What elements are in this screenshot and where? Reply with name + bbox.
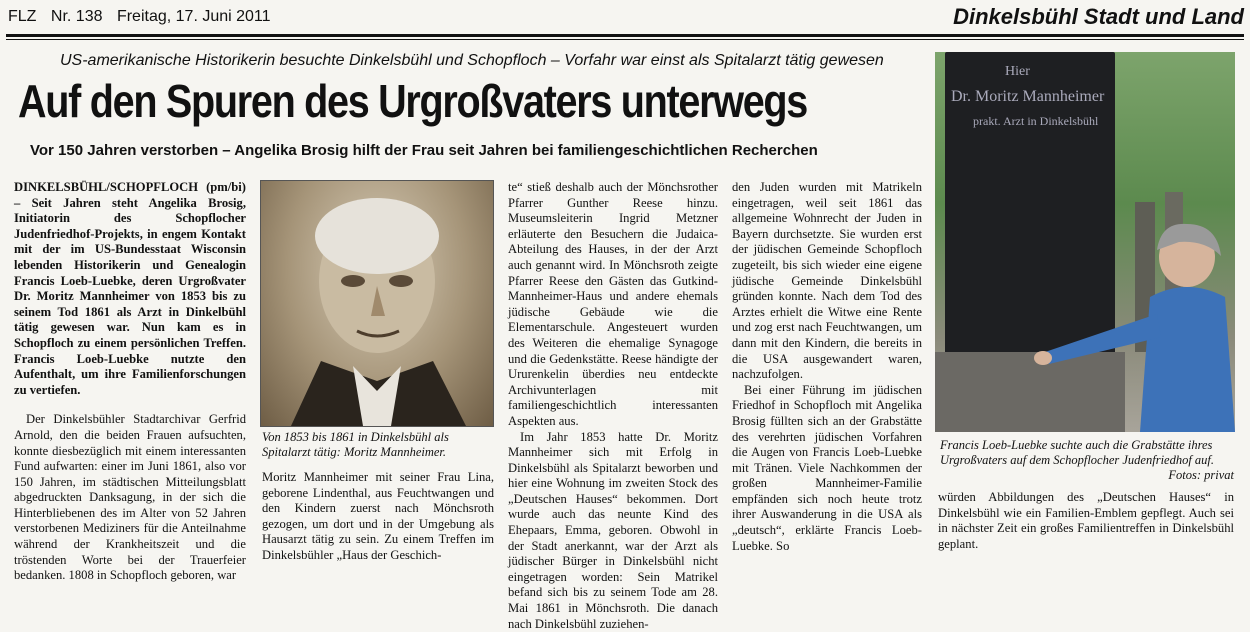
gravestone-text: Dr. Moritz Mannheimer <box>951 88 1104 106</box>
column-4 <box>732 180 922 580</box>
issue-number: Nr. 138 <box>51 8 103 25</box>
masthead-rule-thick <box>6 34 1244 37</box>
section-title: Dinkelsbühl Stadt und Land <box>953 4 1244 30</box>
kicker: US-amerikanische Historikerin besuchte Dinkelsbühl und Schopfloch – Vorfahr war einst als Spitalarzt tätig gewesen <box>60 52 884 70</box>
body-paragraph: te“ stieß deshalb auch der Mönchsrother Pfarrer Gunther Reese hinzu. Museumsleiterin Ingrid Metzner erläuterte den Besuchern die Judaica-Abteilung des Hauses, in der der Arzt auch genannt wird. In Mönchsroth zeigte Pfarrer Reese den Gästen das Gutkind-Mannheimer-Haus und andere ehemals jüdische Gebäude wie die Elementarschule. Angesteuert wurden des Weiteren die ehemalige Synagoge und die Gedenkstätte. Reese händigte der Ururenkelin überdies neu entdeckte Archivunterlagen mit familiengeschichtlich interessanten Aspekten aus. <box>508 180 718 430</box>
portrait-caption: Von 1853 bis 1861 in Dinkelsbühl als Spitalarzt tätig: Moritz Mannheimer. <box>262 430 494 460</box>
body-paragraph: Bei einer Führung im jüdischen Friedhof in Schopfloch mit Angelika Brosig füllten sich an der Grabstätte des verehrten jüdischen Vorfahren die Augen von Francis Loeb-Luebke mit Tränen. Viele Nachkommen der großen Mannheimer-Familie empfänden sich noch heute trotz ihrer Auswanderung in die USA als „deutsch“, erklärte Francis Loeb-Luebke. So <box>732 383 922 555</box>
portrait-illustration <box>261 181 493 426</box>
column-3 <box>508 180 718 580</box>
body-paragraph: Im Jahr 1853 hatte Dr. Moritz Mannheimer sich mit Erfolg in Dinkelsbühl als Spitalarzt beworben und hier eine Wohnung im zweiten Stock des „Deutschen Hauses“ bekommen. Dort wurde auch das neunte Kind des Ehepaars, Emma, geboren. Obwohl in der Stadt anerkannt, war der Arzt als jüdischer Bürger in Dinkelsbühl nicht eingetragen worden: Sein Matrikel befand sich bis zu seinem Tode am 28. Mai 1861 in Mönchsroth. Die danach nach Dinkelsbühl zuziehen- <box>508 430 718 632</box>
subhead: Vor 150 Jahren verstorben – Angelika Brosig hilft der Frau seit Jahren bei familiengeschichtlichen Recherchen <box>30 142 818 159</box>
column-5 <box>938 490 1234 580</box>
masthead-left <box>8 8 281 26</box>
paper-name: FLZ <box>8 8 36 25</box>
body-paragraph: den Juden wurden mit Matrikeln eingetragen, weil seit 1861 das allgemeine Wohnrecht der Juden in Bayern durchsetzte. Sie wurden erst der jüdischen Gemeinde Schopfloch zugeteilt, bis sich wieder eine eigene jüdische Gemeinde Dinkelsbühl gründen konnte. Nach dem Tod des Arztes erhielt die Witwe eine Rente und zog erst nach Feuchtwangen, um dann mit den Kindern, die bereits in die USA ausgewandert waren, nachzufolgen. <box>732 180 922 383</box>
lead-paragraph: DINKELSBÜHL/SCHOPFLOCH (pm/bi) – Seit Jahren steht Angelika Brosig, Initiatorin des Schopflocher Judenfriedhof-Projekts, in engem Kontakt mit der im US-Bundesstaat Wisconsin lebenden Historikerin und Genealogin Francis Loeb-Luebke, deren Urgroßvater Dr. Moritz Mannheimer von 1853 bis zu seinem Tod 1861 als Arzt in Dinkelbühl tätig gewesen war. Nun kam es in Schopfloch zu einem persönlichen Treffen. Francis Loeb-Luebke nutzte den Aufenthalt, um ihre Familienforschungen zu vertiefen. <box>14 180 246 398</box>
gravestone-text: prakt. Arzt in Dinkelsbühl <box>973 114 1098 129</box>
masthead-rule-thin <box>6 39 1244 40</box>
body-paragraph: würden Abbildungen des „Deutschen Hauses“ in Dinkelsbühl wie ein Familien-Emblem gepflegt. Auch sei in nächster Zeit ein großes Familientreffen in Dinkelsbühl geplant. <box>938 490 1234 552</box>
gravestone-caption: Francis Loeb-Luebke suchte auch die Grabstätte ihres Urgroßvaters auf dem Schopflocher Judenfriedhof auf. <box>940 438 1235 468</box>
headline: Auf den Spuren des Urgroßvaters unterwegs <box>18 74 796 128</box>
body-paragraph: Moritz Mannheimer mit seiner Frau Lina, geborene Lindenthal, aus Feuchtwangen und den Kindern zuerst nach Mönchsroth gezogen, um dort und in der Umgebung als Hausarzt tätig zu sein. Zu einem Treffen im Dinkelsbühler „Haus der Geschich- <box>262 470 494 564</box>
gravestone-photo <box>935 52 1235 432</box>
column-2 <box>262 470 494 580</box>
column-1 <box>14 180 246 580</box>
woman-figure <box>935 52 1235 432</box>
gravestone-text: Hier <box>1005 64 1030 80</box>
body-paragraph: Der Dinkelsbühler Stadtarchivar Gerfrid Arnold, den die beiden Frauen aufsuchten, konnte diesbezüglich mit einem interessanten Fund aufwarten: einer im Juni 1861, also vor 150 Jahren, im städtischen Mitteilungsblatt abgedruckten Danksagung, in der sich die Hinterbliebenen des im Alter von 52 Jahren verstorbenen Mediziners für die Anteilnahme während der Krankheitszeit und die tröstenden Worte bei der Trauerfeier bedanken. 1808 in Schopfloch geboren, war <box>14 412 246 584</box>
issue-date: Freitag, 17. Juni 2011 <box>117 8 271 25</box>
photo-credit: Fotos: privat <box>1168 468 1234 483</box>
portrait-photo <box>260 180 494 427</box>
